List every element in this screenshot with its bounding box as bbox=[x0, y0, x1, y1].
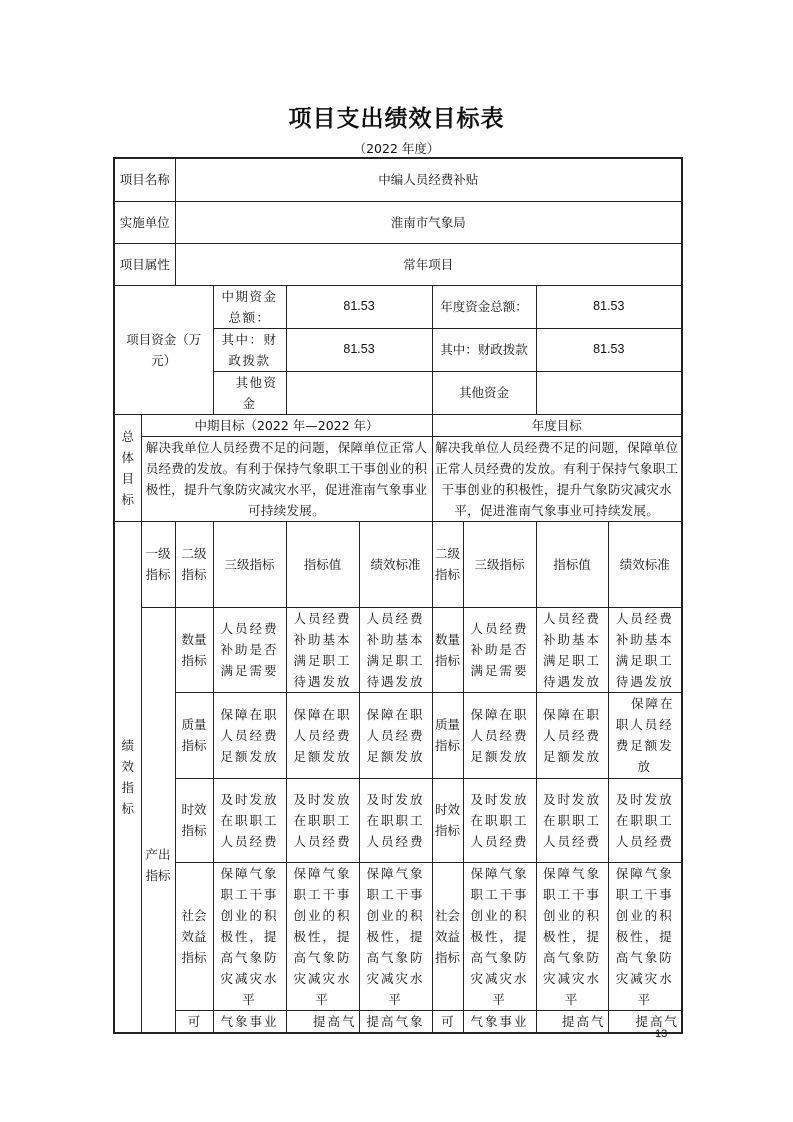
value-cell: 保障气象职工干事创业的积极性，提高气象防灾减灾水平 bbox=[286, 862, 359, 1010]
level2-cell: 数量指标 bbox=[175, 607, 213, 692]
mid-total-value: 81.53 bbox=[286, 285, 432, 328]
annual-goal-text: 解决我单位人员经费不足的问题，保障单位正常人员经费的发放。有利于保持气象职工干事创业的积极性，提升气象防灾减灾水平，促进淮南气象事业可持续发展。 bbox=[432, 436, 682, 521]
annual-total-value: 81.53 bbox=[536, 285, 682, 328]
header-level2-annual: 二级指标 bbox=[432, 521, 463, 607]
implementing-unit-row bbox=[114, 201, 682, 243]
level1-output-indicator bbox=[141, 607, 175, 1033]
level3-cell: 气象事业 bbox=[463, 1010, 536, 1033]
indicator-row bbox=[114, 1010, 682, 1033]
implementing-unit-label: 实施单位 bbox=[114, 201, 175, 243]
level1-output-label: 产出指标 bbox=[145, 846, 171, 883]
level3-cell: 人员经费补助是否满足需要 bbox=[463, 607, 536, 692]
annual-other-value bbox=[536, 371, 682, 414]
header-level3-annual: 三级指标 bbox=[463, 521, 536, 607]
mid-fiscal-label: 其中：财政拨款 bbox=[213, 328, 286, 371]
level2-cell: 可 bbox=[175, 1010, 213, 1033]
level3-cell: 及时发放在职职工人员经费 bbox=[463, 778, 536, 862]
value-cell: 人员经费补助基本满足职工待遇发放 bbox=[536, 607, 608, 692]
value-cell: 人员经费补助基本满足职工待遇发放 bbox=[286, 607, 359, 692]
goals-header-row bbox=[114, 414, 682, 436]
indicator-header-row bbox=[114, 521, 682, 607]
level2-cell: 质量指标 bbox=[432, 692, 463, 778]
indicator-row bbox=[114, 778, 682, 862]
standard-cell: 保障气象职工干事创业的积极性，提高气象防灾减灾水平 bbox=[359, 862, 432, 1010]
annual-fiscal-label: 其中：财政拨款 bbox=[432, 328, 536, 371]
header-level2-mid: 二级指标 bbox=[175, 521, 213, 607]
value-cell: 提高气 bbox=[536, 1010, 608, 1033]
annual-goal-header: 年度目标 bbox=[432, 414, 682, 436]
header-standard-annual: 绩效标准 bbox=[608, 521, 682, 607]
mid-goal-text: 解决我单位人员经费不足的问题，保障单位正常人员经费的发放。有利于保持气象职工干事创业的积极性，提升气象防灾减灾水平，促进淮南气象事业可持续发展。 bbox=[141, 436, 432, 521]
level2-cell: 社会效益指标 bbox=[175, 862, 213, 1010]
performance-target-table bbox=[113, 157, 683, 1034]
mid-total-label: 中期资金总额： bbox=[213, 285, 286, 328]
project-name-label: 项目名称 bbox=[114, 158, 175, 201]
annual-fiscal-value: 81.53 bbox=[536, 328, 682, 371]
level3-cell: 保障气象职工干事创业的积极性，提高气象防灾减灾水平 bbox=[463, 862, 536, 1010]
standard-cell: 提高气象 bbox=[359, 1010, 432, 1033]
goals-text-row bbox=[114, 436, 682, 521]
page-number: 13 bbox=[655, 1028, 668, 1040]
level2-cell: 时效指标 bbox=[175, 778, 213, 862]
standard-cell: 人员经费补助基本满足职工待遇发放 bbox=[359, 607, 432, 692]
document-title: 项目支出绩效目标表 bbox=[288, 106, 505, 132]
level2-cell: 质量指标 bbox=[175, 692, 213, 778]
project-attribute-row bbox=[114, 243, 682, 285]
overall-goals-label: 总体目标 bbox=[114, 414, 141, 521]
level2-cell: 社会效益指标 bbox=[432, 862, 463, 1010]
header-value-annual: 指标值 bbox=[536, 521, 608, 607]
project-name-value: 中编人员经费补贴 bbox=[175, 158, 682, 201]
annual-other-label: 其他资金 bbox=[432, 371, 536, 414]
standard-cell: 及时发放在职职工人员经费 bbox=[608, 778, 682, 862]
mid-other-label: 其他资金 bbox=[213, 371, 286, 414]
value-cell: 及时发放在职职工人员经费 bbox=[286, 778, 359, 862]
header-level3-mid: 三级指标 bbox=[213, 521, 286, 607]
level3-cell: 人员经费补助是否满足需要 bbox=[213, 607, 286, 692]
level3-cell: 保障在职人员经费足额发放 bbox=[463, 692, 536, 778]
mid-goal-header: 中期目标（2022 年—2022 年） bbox=[141, 414, 432, 436]
level2-cell: 数量指标 bbox=[432, 607, 463, 692]
value-cell: 保障在职人员经费足额发放 bbox=[536, 692, 608, 778]
standard-cell: 提高气 bbox=[608, 1010, 682, 1033]
value-cell: 保障气象职工干事创业的积极性，提高气象防灾减灾水平 bbox=[536, 862, 608, 1010]
level3-cell: 气象事业 bbox=[213, 1010, 286, 1033]
project-attribute-label: 项目属性 bbox=[114, 243, 175, 285]
level2-cell: 时效指标 bbox=[432, 778, 463, 862]
standard-cell: 保障在职人员经费足额发放 bbox=[608, 692, 682, 778]
funding-label: 项目资金（万元） bbox=[114, 285, 213, 414]
header-level1: 一级指标 bbox=[141, 521, 175, 607]
funding-total-row bbox=[114, 285, 682, 328]
annual-total-label: 年度资金总额： bbox=[432, 285, 536, 328]
value-cell: 保障在职人员经费足额发放 bbox=[286, 692, 359, 778]
document-subtitle: （2022 年度） bbox=[353, 141, 440, 156]
indicator-row bbox=[114, 692, 682, 778]
value-cell: 及时发放在职职工人员经费 bbox=[536, 778, 608, 862]
level3-cell: 保障在职人员经费足额发放 bbox=[213, 692, 286, 778]
value-cell: 提高气 bbox=[286, 1010, 359, 1033]
indicator-row bbox=[114, 862, 682, 1010]
level3-cell: 及时发放在职职工人员经费 bbox=[213, 778, 286, 862]
mid-other-value bbox=[286, 371, 432, 414]
mid-fiscal-value: 81.53 bbox=[286, 328, 432, 371]
project-attribute-value: 常年项目 bbox=[175, 243, 682, 285]
header-value-mid: 指标值 bbox=[286, 521, 359, 607]
project-name-row bbox=[114, 158, 682, 201]
implementing-unit-value: 淮南市气象局 bbox=[175, 201, 682, 243]
standard-cell: 及时发放在职职工人员经费 bbox=[359, 778, 432, 862]
performance-indicators-label: 绩效指标 bbox=[114, 521, 141, 1033]
level2-cell: 可 bbox=[432, 1010, 463, 1033]
header-standard-mid: 绩效标准 bbox=[359, 521, 432, 607]
standard-cell: 保障在职人员经费足额发放 bbox=[359, 692, 432, 778]
level3-cell: 保障气象职工干事创业的积极性，提高气象防灾减灾水平 bbox=[213, 862, 286, 1010]
indicator-row bbox=[114, 607, 682, 692]
standard-cell: 人员经费补助基本满足职工待遇发放 bbox=[608, 607, 682, 692]
standard-cell: 保障气象职工干事创业的积极性，提高气象防灾减灾水平 bbox=[608, 862, 682, 1010]
